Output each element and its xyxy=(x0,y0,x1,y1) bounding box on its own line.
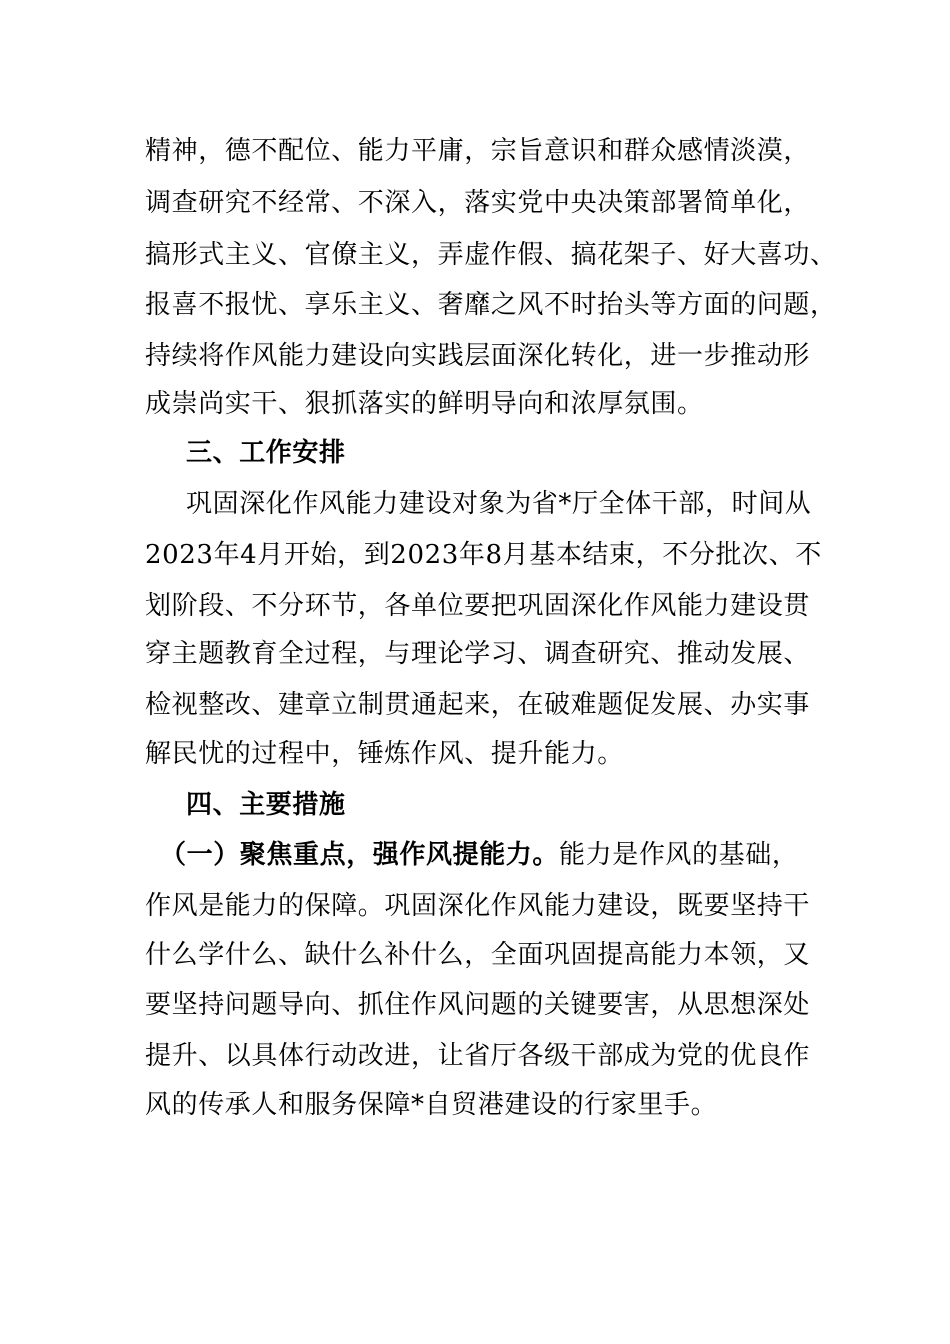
paragraph-line: 提升、以具体行动改进，让省厅各级干部成为党的优良作 xyxy=(145,1041,811,1071)
paragraph-line: 精神，德不配位、能力平庸，宗旨意识和群众感情淡漠， xyxy=(145,136,811,166)
paragraph-line: 2023年4月开始，到2023年8月基本结束，不分批次、不 xyxy=(145,540,822,570)
paragraph-line: 报喜不报忧、享乐主义、奢靡之风不时抬头等方面的问题， xyxy=(145,290,837,320)
paragraph-line: 巩固深化作风能力建设对象为省*厅全体干部，时间从 xyxy=(186,489,812,519)
subsection-line xyxy=(160,838,798,872)
paragraph-line: 解民忧的过程中，锤炼作风、提升能力。 xyxy=(145,739,624,769)
paragraph-line: 调查研究不经常、不深入，落实党中央决策部署简单化， xyxy=(145,188,811,218)
paragraph-line: 要坚持问题导向、抓住作风问题的关键要害，从思想深处 xyxy=(145,990,811,1020)
paragraph-line: 成崇尚实干、狠抓落实的鲜明导向和浓厚氛围。 xyxy=(145,389,704,419)
paragraph-line: 搞形式主义、官僚主义，弄虚作假、搞花架子、好大喜功、 xyxy=(145,240,837,270)
paragraph-line: 检视整改、建章立制贯通起来，在破难题促发展、办实事 xyxy=(145,690,811,720)
paragraph-line: 穿主题教育全过程，与理论学习、调查研究、推动发展、 xyxy=(145,639,811,669)
paragraph-line: 什么学什么、缺什么补什么，全面巩固提高能力本领，又 xyxy=(145,940,811,970)
subsection-text: 能力是作风的基础， xyxy=(559,840,799,870)
section-heading-work-arrangement: 三、工作安排 xyxy=(186,438,346,468)
paragraph-line: 风的传承人和服务保障*自贸港建设的行家里手。 xyxy=(145,1090,718,1120)
paragraph-line: 持续将作风能力建设向实践层面深化转化，进一步推动形 xyxy=(145,341,811,371)
section-heading-main-measures: 四、主要措施 xyxy=(186,790,346,820)
paragraph-line: 划阶段、不分环节，各单位要把巩固深化作风能力建设贯 xyxy=(145,591,811,621)
paragraph-line: 作风是能力的保障。巩固深化作风能力建设，既要坚持干 xyxy=(145,891,811,921)
subsection-heading: （一）聚焦重点，强作风提能力。 xyxy=(160,840,560,870)
